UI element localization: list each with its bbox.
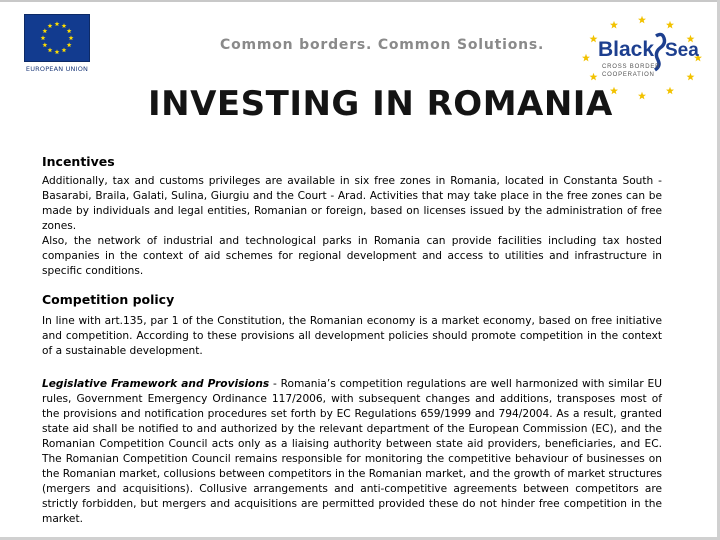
legislative-framework-paragraph: [42, 377, 662, 527]
competition-heading: Competition policy: [42, 292, 175, 307]
black-sea-star-icon: [582, 54, 590, 62]
eu-flag-icon: [24, 14, 90, 62]
incentives-paragraph-1: Additionally, tax and customs privileges are available in six free zones in Romania, located in Constanta South - Basarabi, Braila, Galati, Sulina, Giurgiu and the Court - Arad. Activities that may take place in the free zones can be made by individuals and legal entities, Romanian or foreign, based on licenses issued by the administration of free zones.: [42, 175, 662, 232]
black-sea-star-icon: [590, 35, 598, 43]
top-border: [0, 0, 720, 2]
black-sea-star-icon: [638, 92, 646, 100]
black-sea-star-icon: [610, 21, 618, 29]
incentives-heading: Incentives: [42, 154, 115, 169]
eu-logo: [24, 14, 90, 73]
black-sea-star-icon: [666, 21, 674, 29]
black-sea-star-icon: [590, 73, 598, 81]
paragraph-spacer: [42, 359, 662, 377]
black-sea-logo-sub1: CROSS BORDER: [602, 64, 661, 70]
main-content: [42, 154, 662, 527]
black-sea-logo-word-black: Black: [598, 38, 655, 61]
eu-caption: EUROPEAN UNION: [25, 65, 89, 73]
black-sea-logo-sub2: COOPERATION: [602, 72, 655, 78]
black-sea-star-icon: [638, 16, 646, 24]
legislative-framework-title: Legislative Framework and Provisions: [42, 378, 270, 390]
black-sea-logo-word-sea: Sea: [665, 40, 699, 61]
competition-paragraph-1: In line with art.135, par 1 of the Constitution, the Romanian economy is a market economy, based on free initiative and competition. According to these provisions all development policies should promote competition in the context of a sustainable development.: [42, 315, 662, 357]
legislative-framework-text: - Romania’s competition regulations are well harmonized with similar EU rules, Government Emergency Ordinance 117/2006, with subsequent changes and additions, transposes most of the provisions and notification procedures set forth by EC Regulations 659/1999 and 794/2004. As a result, granted state aid shall be notified to and authorized by the relevant department of the European Commission (EC), and the Romanian Competition Council acts only as a liaising authority between state aid providers, beneficiaries, and EC. The Romanian Competition Council remains responsible for monitoring the competitive behaviour of businesses on the Romanian market, collusions between competitors in the Romanian market, and the growth of market structures (mergers and acquisitions). Collusive arrangements and anti-competitive agreements between competitors are strictly forbidden, but mergers and acquisitions are permitted provided these do not hinder free competition in the market.: [42, 378, 662, 525]
black-sea-star-icon: [666, 87, 674, 95]
black-sea-star-icon: [687, 73, 695, 81]
page-title: INVESTING IN ROMANIA: [148, 84, 613, 124]
incentives-paragraph-2: Also, the network of industrial and technological parks in Romania can provide facilities including tax hosted companies in the context of aid schemes for regional development and access to utilities and infrastructure in specific conditions.: [42, 235, 662, 277]
slogan: Common borders. Common Solutions.: [220, 37, 545, 53]
